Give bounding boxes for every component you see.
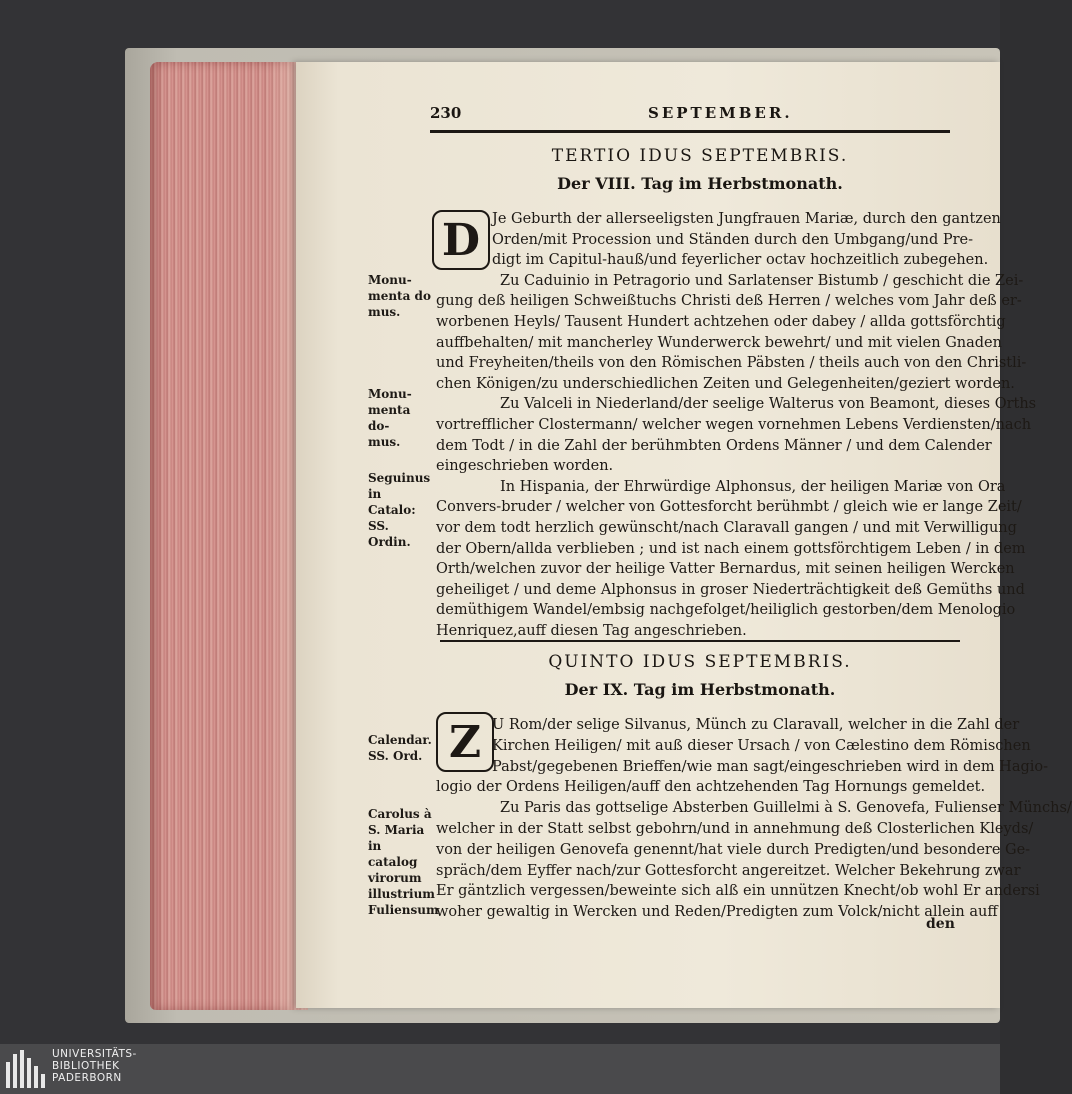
text-line: logio der Ordens Heiligen/auff den achtzehenden Tag Hornungs gemeldet.: [436, 779, 986, 796]
text-line: Er gäntzlich vergessen/beweinte sich alß ein unnützen Knecht/ob wohl Er andersi: [436, 883, 1040, 900]
section-divider: [440, 640, 960, 642]
text-line: Orth/welchen zuvor der heilige Vatter Bernardus, mit seinen heiligen Wercken: [436, 561, 1015, 578]
catchword: den: [926, 916, 955, 932]
text-line: Henriquez,auff diesen Tag angeschrieben.: [436, 623, 747, 639]
margin-note-4: Calendar. SS. Ord.: [368, 733, 432, 763]
text-line: woher gewaltig in Wercken und Reden/Predigten zum Volck/nicht allein auff: [436, 904, 998, 921]
running-head: [430, 104, 970, 126]
margin-note-2: Monu- menta do- mus.: [368, 387, 412, 449]
text-line: worbenen Heyls/ Tausent Hundert achtzehen oder dabey / allda gottsförchtig: [436, 314, 1006, 330]
text-line: vortrefflicher Clostermann/ welcher wegen vornehmen Lebens Verdiensten/nach: [436, 417, 1032, 433]
text-line: Kirchen Heiligen/ mit auß dieser Ursach / von Cælestino dem Römischen: [492, 737, 1031, 754]
margin-note-1: Monu- menta do mus.: [368, 273, 431, 319]
book-fore-edge: [150, 62, 308, 1010]
section-title-1: TERTIO IDUS SEPTEMBRIS.: [551, 146, 849, 166]
section-subtitle-2: Der IX. Tag im Herbstmonath.: [564, 680, 836, 699]
text-line: Zu Valceli in Niederland/der seelige Walterus von Beamont, dieses Orths: [500, 396, 1037, 413]
section-subtitle-1: Der VIII. Tag im Herbstmonath.: [557, 174, 843, 193]
header-rule: [430, 130, 950, 133]
margin-note-5: Carolus à S. Maria in catalog virorum illustrium Fuliensum: [368, 807, 439, 917]
text-line: Zu Caduinio in Petragorio und Sarlatenser Bistumb / geschicht die Zei-: [500, 272, 1024, 289]
page-number: 230: [430, 104, 462, 122]
text-line: Orden/mit Procession und Ständen durch den Umbgang/und Pre-: [492, 231, 974, 248]
text-line: Je Geburth der allerseeligsten Jungfrauen Mariæ, durch den gantzen: [492, 211, 1001, 227]
library-footer: [0, 1044, 1000, 1094]
text-line: dem Todt / in die Zahl der berühmbten Ordens Männer / und dem Calender: [436, 437, 992, 454]
library-name: UNIVERSITÄTS- BIBLIOTHEK PADERBORN: [52, 1048, 137, 1084]
text-line: gung deß heiligen Schweißtuchs Christi deß Herren / welches vom Jahr deß er-: [436, 293, 1022, 310]
text-line: U Rom/der selige Silvanus, Münch zu Claravall, welcher in die Zahl der: [492, 717, 1020, 733]
text-line: vor dem todt herzlich gewünscht/nach Claravall gangen / und mit Verwilligung: [436, 520, 1017, 536]
text-line: spräch/dem Eyffer nach/zur Gottesforcht angereitzet. Welcher Bekehrung zwar: [436, 862, 1021, 879]
text-line: Zu Paris das gottselige Absterben Guillelmi à S. Genovefa, Fulienser Münchs/: [500, 800, 1072, 817]
section-title-2: QUINTO IDUS SEPTEMBRIS.: [548, 652, 852, 672]
text-line: auffbehalten/ mit mancherley Wunderwerck bewehrt/ und mit vielen Gnaden: [436, 334, 1002, 351]
text-line: geheiliget / und deme Alphonsus in groser Niederträchtigkeit deß Gemüths und: [436, 581, 1025, 598]
text-line: chen Königen/zu underschiedlichen Zeiten und Gelegenheiten/geziert worden.: [436, 375, 1015, 392]
text-line: und Freyheiten/theils von den Römischen Päbsten / theils auch von den Christli-: [436, 355, 1027, 372]
text-line: welcher in der Statt selbst gebohrn/und in annehmung deß Closterlichen Kleyds/: [436, 821, 1034, 837]
margin-note-3: Seguinus in Catalo: SS. Ordin.: [368, 471, 431, 549]
text-line: digt im Capitul-hauß/und feyerlicher octav hochzeitlich zubegehen.: [492, 252, 989, 269]
initial-letter-2: Z: [436, 712, 494, 772]
text-line: von der heiligen Genovefa genennt/hat viele durch Predigten/und besondere Ge-: [436, 841, 1031, 858]
initial-letter-1: D: [432, 210, 490, 270]
library-logo-icon: [6, 1050, 46, 1088]
text-line: In Hispania, der Ehrwürdige Alphonsus, der heiligen Mariæ von Ora: [500, 478, 1006, 495]
text-line: der Obern/allda verblieben ; und ist nach einem gottsförchtigem Leben / in dem: [436, 540, 1026, 557]
text-line: Convers-bruder / welcher von Gottesforcht berühmbt / gleich wie er lange Zeit/: [436, 499, 1022, 516]
text-line: eingeschrieben worden.: [436, 458, 614, 475]
text-line: Pabst/gegebenen Brieffen/wie man sagt/eingeschrieben wird in dem Hagio-: [492, 758, 1049, 775]
text-line: demüthigem Wandel/embsig nachgefolget/heiliglich gestorben/dem Menologio: [436, 602, 1016, 619]
month-heading: SEPTEMBER.: [648, 104, 793, 122]
